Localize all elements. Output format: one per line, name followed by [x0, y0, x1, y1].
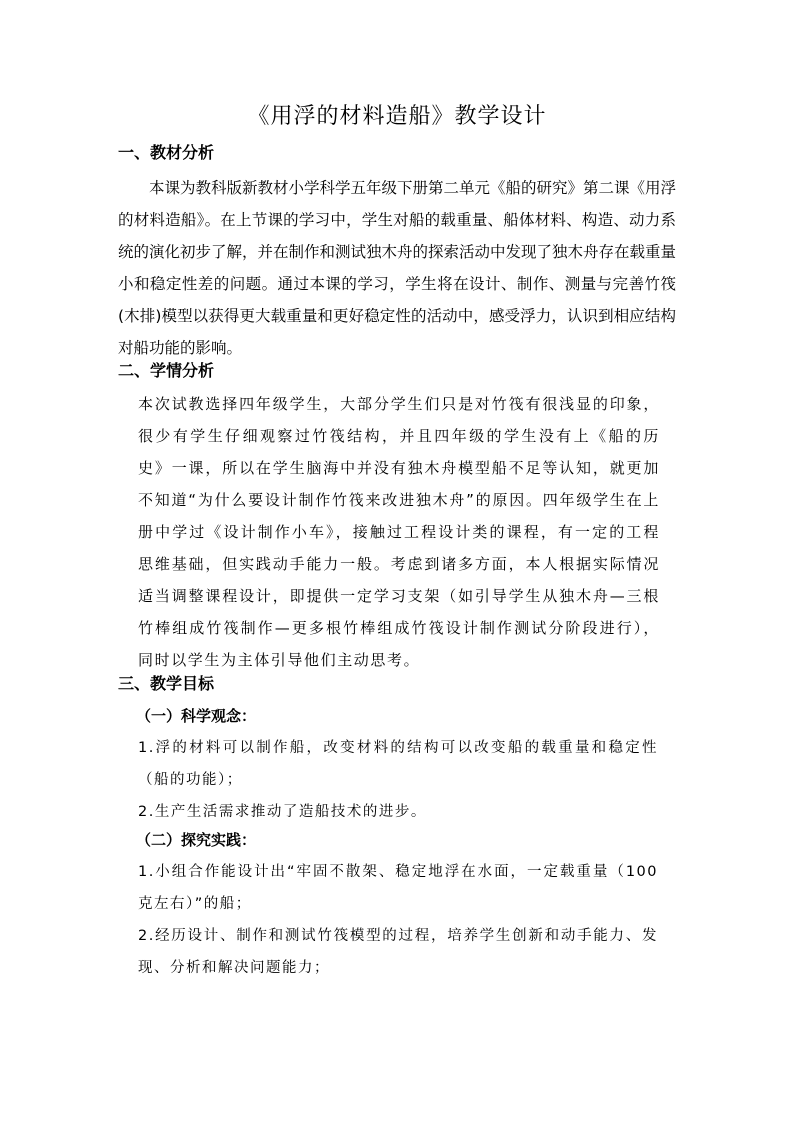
goal-item: 2.经历设计、制作和测试竹筏模型的过程，培养学生创新和动手能力、发现、分析和解决问题能力；: [138, 928, 658, 976]
goal-item: 1.小组合作能设计出“牢固不散架、稳定地浮在水面，一定载重量（100克左右）”的船；: [138, 864, 658, 912]
section-heading-student-analysis: 二、学情分析: [118, 361, 215, 380]
section-heading-textbook-analysis: 一、教材分析: [118, 143, 215, 162]
section-heading-teaching-goals: 三、教学目标: [118, 674, 215, 693]
section-paragraph-textbook-analysis: 本课为教科版新教材小学科学五年级下册第二单元《船的研究》第二课《用浮的材料造船》。在上节课的学习中，学生对船的载重量、船体材料、构造、动力系统的演化初步了解，并在制作和测试独木舟的探索活动中发现了独木舟存在载重量小和稳定性差的问题。通过本课的学习，学生将在设计、制作、测量与完善竹筏(木排)模型以获得更大载重量和更好稳定性的活动中，感受浮力，认识到相应结构对船功能的影响。: [118, 179, 677, 357]
subsection-heading-inquiry-practice: （二）探究实践：: [136, 831, 257, 849]
document-title: 《用浮的材料造船》教学设计: [247, 104, 547, 129]
goal-item: 2.生产生活需求推动了造船技术的进步。: [138, 804, 427, 820]
goal-item: 1.浮的材料可以制作船，改变材料的结构可以改变船的载重量和稳定性（船的功能）；: [138, 740, 658, 788]
section-paragraph-student-analysis: 本次试教选择四年级学生，大部分学生们只是对竹筏有很浅显的印象，很少有学生仔细观察过竹筏结构，并且四年级的学生没有上《船的历史》一课，所以在学生脑海中并没有独木舟模型船不足等认知，就更加不知道“为什么要设计制作竹筏来改进独木舟”的原因。四年级学生在上册中学过《设计制作小车》，接触过工程设计类的课程，有一定的工程思维基础，但实践动手能力一般。考虑到诸多方面，本人根据实际情况适当调整课程设计，即提供一定学习支架（如引导学生从独木舟—三根竹棒组成竹筏制作—更多根竹棒组成竹筏设计制作测试分阶段进行），同时以学生为主体引导他们主动思考。: [138, 395, 660, 669]
subsection-heading-scientific-concepts: （一）科学观念：: [136, 707, 257, 725]
